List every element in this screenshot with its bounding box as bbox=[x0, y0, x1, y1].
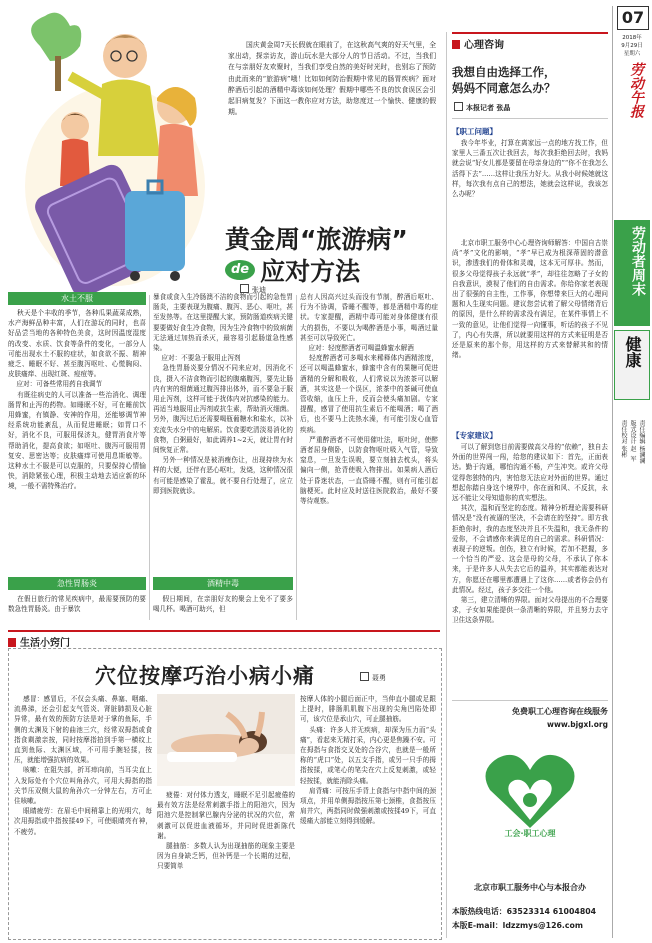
life-title: 穴位按摩巧治小病小痛 bbox=[95, 663, 315, 688]
life-section-label: 生活小窍门 bbox=[8, 634, 70, 649]
massage-photo bbox=[157, 694, 295, 786]
page-number: 07 bbox=[617, 6, 649, 30]
svg-text:工会·职工心理: 工会·职工心理 bbox=[504, 829, 556, 838]
section-marker-icon bbox=[8, 638, 16, 647]
psych-question-label: 【职工问题】 bbox=[452, 127, 497, 136]
weekend-title: 劳动者周末 bbox=[630, 226, 646, 296]
section-name: 健康 bbox=[623, 336, 642, 368]
feature-headline bbox=[225, 225, 435, 286]
psych-byline: 本报记者 张晶 bbox=[454, 102, 510, 113]
life-col-b: 疲倦：对付体力透支，睡眠不足引起疲倦的最有效方法是经常刺激手指上的阳池穴，因为阳池穴是控制掌巴腺内分泌的状况的穴位，常刺激可以促进血液循环，并同时促进新陈代谢。 腿抽筋：多数人认为出现抽筋的现象主要是因为自身缺乏钙，但补钙是一个长期的过程，只要简单 bbox=[157, 791, 295, 871]
logo-caption: 北京市职工服务中心与本报合办 bbox=[474, 883, 586, 892]
life-byline: 聂勇 bbox=[360, 672, 386, 683]
de-badge: de bbox=[225, 260, 255, 280]
union-heart-logo bbox=[480, 740, 580, 840]
col3-text: 总有人因高兴过头而没有节制，醉酒后呕吐、行为不协调，昏睡不醒等，都是酒精中毒的症状。专家提醒，酒精中毒可能对身体健康有很大的损伤，不要以为喝醉酒是小事，喝酒过量甚至可以导致死亡。 应对：轻度醉酒者可喝温蜂蜜水解酒 轻度醉酒者可多喝水来稀释体内酒精浓度，还可以喝温蜂蜜水，蜂蜜中含有的果糖可促进酒精的分解和吸收，人们常说以为浓茶可以解酒，其实这是一个误区，浓茶中的茶碱可使血管收缩，血压上升，反而会使头痛加剧。专家提醒，感冒了使用抗生素后不能喝酒；喝了酒后，也不要马上洗热水澡，有可能引发心血管疾病。 严重醉酒者不可使用催吐法，呕吐时，使醉酒者屈身侧卧，以防食物呕吐吸入气管，导致窒息，一旦发生误吸，要立刻抽去枕头，将头偏向一侧，抢背使吸入物排出。如果病人酒后处于昏迷状态，一直昏睡不醒，则有可能引起脑梗死。此时应及时送往医院救治，最好不要等待观察。 bbox=[300, 293, 438, 506]
psych-question-text: 我今年毕业，打算在离家远一点的地方找工作，但家里人三番五次让我回去，每次我拒绝回去时，我妈就会说“好女儿都是要留在母亲身边的”“你不在我怎么活得下去”……这样让我压力好大。从我小时候她就这样，每次我有点自己的想法，她就会这样说，我该怎么办呢？ bbox=[452, 139, 608, 199]
credits: 责任编辑 杨澜澜 版式设计 赵 军 责任校对 张彬 bbox=[620, 420, 645, 464]
masthead: 劳动午报 bbox=[628, 62, 644, 118]
email[interactable]: 本版E-mail：ldzzmys@126.com bbox=[452, 921, 583, 930]
feature-intro: 国庆黄金周7天长假就在眼前了，在这秋高气爽的好天气里，全家出动，探亲访友，游山玩水是大部分人的节日活动。不过，当我们在与亲朋好友欢聚时，当我们享受自然的美好时光时，也别忘了预防由此而来的“旅游病”哦！比如如何防治假期中常见的肠胃疾病？面对醉酒后引起的酒精中毒该如何处理？假期中哪些不良的饮食误区会引起旧病复发？下面这一教你应对方法，助您度过一个愉快、健康的假期。 bbox=[228, 41, 436, 117]
psych-title: 我想自由选择工作， 妈妈不同意怎么办？ bbox=[452, 65, 556, 95]
col2-text2: 假日期间，在亲朋好友的聚会上免不了要多喝几杯。喝酒可助兴，但 bbox=[153, 595, 293, 614]
psych-advice-text: 可以了解到您目前需要做高父母的“依赖”，独自去外面的世界闯一闯，给您的建议如下：首先，正面表达。勤于沟通，哪怕沟通不畅，产生冲突。或许父母觉得您独特的内，害怕您无法应对外面的世界。通过想起你踏自身这个境界中，你在面和风、不反抗，永远不能让父母知道你的真实想法。 其次，温和而坚定的态度。精神分析理论需要科研情况是“没有被逼的坚决，不会请在的坚持”。即方我拒绝你时，我的态度坚决并且不失温和，我无条件的爱你，不会请感你来满足的自己的需求。科研情况：表现子的逆叛。创伤，独立有时候，若加不把握，多一个恰当的严爱、这会是母的父母，不承认了你本来，于是许多人从失去它后的温养，其实都能表达对方，你愿还在哪里都遭遇上了这你……或者你会仍有此情况。经过，孩子多交往一个他。 第三，建立清晰的界限。面对父母提出的不合理要求，子女如果能提供一条清晰的界限，并且努力去守卫住这条界限。 bbox=[452, 443, 608, 625]
headline-line1: 黄金周“旅游病” bbox=[225, 225, 408, 254]
life-col-a: 感冒：感冒后，不仅会头痛、鼻塞、咽痛、流鼻涕，还会引起支气管炎、肾脏肺损及心脏异常，最有效的预防方法是对于掌的鱼际，手侧的太渊及下射的曲池三穴，经常双拇指或食指食剩激亲按，同时按摩指拍到手第一横纹上直到鱼际、太渊区域，不可用手腕轻揉，按压，就能增强抗病的效果。 咳嗽：在阻失部，折耳瘁向前，当耳尖直上入发际处有个穴位叫角孙穴，可用大拇指的指关节压双侧大鼠的角孙穴一分钟左右，方可止住咳嗽。 眼睛疲劳：在眉毛中间稍靠上的光明穴，每次用拇指或中指按揉49下，可使眼睛亮有神，不疲劳。 bbox=[14, 695, 152, 836]
headline-line2: 应对方法 bbox=[260, 257, 361, 286]
col1-header2: 急性胃肠炎 bbox=[8, 577, 146, 590]
byline-box-icon bbox=[360, 672, 369, 681]
hotline: 本版热线电话：63523314 61004804 bbox=[452, 907, 597, 916]
psych-answer-intro: 北京市职工服务中心心理咨询师解答：中国自古崇尚“孝”文化的影响，“孝”早已成为根深蒂固的潜意识，渗透我们的骨体和灵魂，这本无可厚非。然而，很多父母觉得孩子永远就“孝”，却往往忽略了子女的自我意识，漠视了他们的自由需求。你给你家老表现出了很强的自主性，工作事，你想带来巨大的心理问题和人生现实问题。建议您尝试着了解父母情绪背后的原因，是什么样的需求没有满足，在某件事情上不一致的意见，让他们觉得一向懂事，听话的孩子不见了，内心有失落，所以就要用这样的方式来征明是否还是原来的那个你，用这样的方式来替解其和的情绪。 bbox=[452, 239, 608, 360]
byline-box-icon bbox=[454, 102, 463, 111]
col1-header: 水土不服 bbox=[8, 292, 146, 305]
section-marker-icon bbox=[452, 40, 460, 49]
issue-date: 2018年 9月29日 星期六 bbox=[621, 35, 643, 57]
col2-text: 暴食或食入生冷肠澳不洁的食物而引起的急性胃肠炎，主要表现为腹痛、腹泻、恶心、呕吐，甚至发热等。在这里提醒大家，预防肠道疾病关键要要做好食生冷食物，因为生冷食物中的致病菌无法通过加热而杀灭，最容易引起肠道急性感染。 应对：不要急于服用止泻剂 急性胃肠炎要分情况不同来应对，因消化不良，摄入不洁食物而引起的腹痛腹泻，要先让肠内有害的细菌通过腹泻排出体外，而不要急于服用止泻剂，这样可能于扰体内对抗感染的能力。再适当地服用止泻剂或抗生素，帮助消灭细菌。另外，腹泻过后还需要喝瓶葡糖水和盐水，以补充流失水分中的电解质。饮食要吃清淡易消化的食物，白粥最好，如此调养1~2天，就让胃有时间恢复正常。 另外一种情况是被消瘦伤让，出现持续为水样的大便，还伴有恶心呕吐，发烧，这种情况很有可能是感染了霍乱，就不要自行处理了，应立即到医院就诊。 bbox=[153, 293, 293, 495]
feature-author: 张迪 bbox=[252, 286, 266, 294]
col1-text2: 在假日旅行的常见疾病中，最需要预防的要数急性胃肠炎。由于暴饮 bbox=[8, 595, 146, 614]
travel-family-illustration bbox=[10, 6, 220, 296]
col2-header2: 酒精中毒 bbox=[153, 577, 293, 590]
psych-section-label: 心理咨询 bbox=[452, 36, 504, 51]
psych-advice-label: 【专家建议】 bbox=[452, 431, 497, 440]
service-title: 免费职工心理咨询在线服务 bbox=[512, 707, 608, 716]
life-col-c: 按摩人体的小腿后面正中，当伸直小腿或足跟上提时，腓肠肌肌腹下出现的尖角凹陷处即可，该穴位是承山穴，可止腿抽筋。 头痛：许多人并无疾病，却深为压力而“头痛”，看起来无精打采，内心更是焦躁不安。可在拇指与食指交叉处的合谷穴，也就是一般所称的“虎口”处，以五支手指，或另一只手的拇指按揉，或笔心的笔尖在穴上反复刺激，或轻轻按揉，就能消除头痛。 肩背痛：可按压手背上食指与中指中间的颈项点，并用单侧拇指按压第七颈椎，食指按压肩井穴，两指同时做强刺激或按揉49下，可直缓痛大部能立刻得到缓解。 bbox=[300, 695, 436, 826]
col1-text: 秋天是个丰收的季节，各种瓜果蔬菜成熟，水产海鲜品种丰富，人们在游玩的同时，也喜好品尝当地的各种特色美食，这时因温度湿度的改变、水质、饮食等条件的变化，一部分人可能出现水土不服的症状，如食欲不振、精神疲乏、睡眠不好、甚至腹泻呕吐、心慌胸闷、皮肤瘙痒、出现红斑、痘痘等。 应对：可备些常用药自我调节 有既往病史的人可以准备一些治消化、调理肠胃和止泻的药物。如睡眠不好，可在睡前饮用蜂蜜，有镇静、安神的作用，还能够调节神经系统功能紊乱，从而促进睡眠；如胃口不好，消化不良，可服用保济丸，健胃消食片等帮助消化，提高食欲；如呕吐、腹泻可服用胃复安、思密达等；皮肤瘙痒可使用息斯敏等。这种水土不服是可以克服的，只要保持心情愉快，消除紧张心理，积极主动地去适应新的环境，一般不需特殊治疗。 bbox=[8, 309, 146, 491]
service-url[interactable]: www.bjgxl.org bbox=[547, 720, 608, 729]
